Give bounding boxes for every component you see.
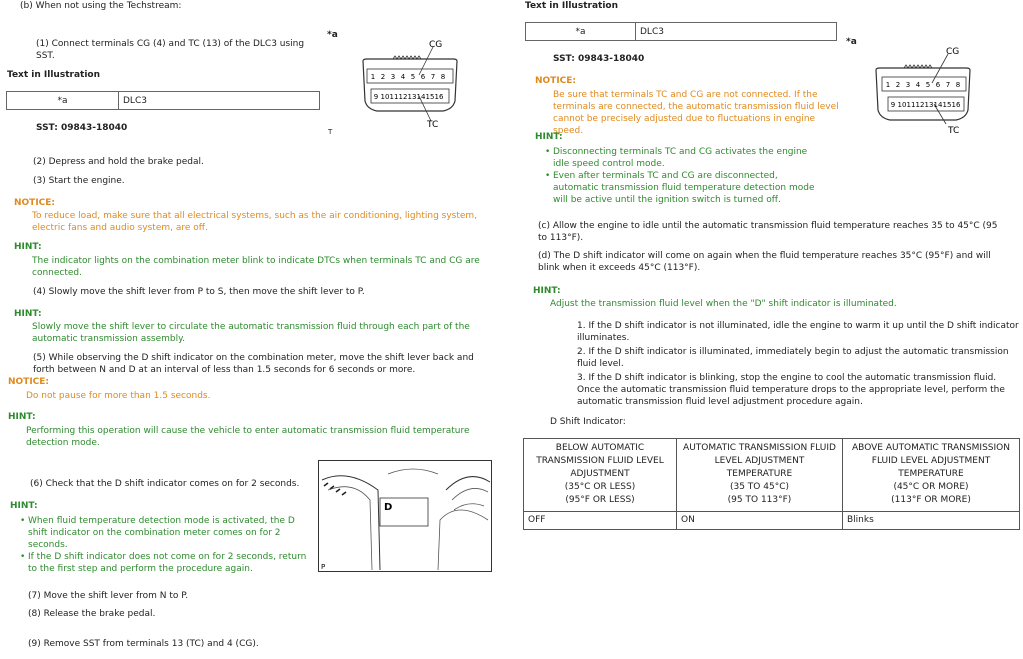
step-6: (6) Check that the D shift indicator comes on for 2 seconds. <box>30 479 300 489</box>
p-mark: P <box>321 563 326 571</box>
hint-text-right-2: Adjust the transmission fluid level when the "D" shift indicator is illuminated. <box>550 299 897 309</box>
hint-label-right-1: HINT: <box>535 132 563 142</box>
step-d: (d) The D shift indicator will come on again when the fluid temperature reaches 35°C (95°F) and will blink when it exceeds 45°C (113°F). <box>538 251 991 273</box>
step-5: (5) While observing the D shift indicator on the combination meter, move the shift lever back and forth between N and D at an interval of less than 1.5 seconds for 6 seconds or more. <box>33 353 474 375</box>
notice-label-2: NOTICE: <box>8 377 50 387</box>
pin-14: 14 <box>933 101 943 109</box>
pin-14: 14 <box>416 93 426 101</box>
pin-7: 7 <box>430 73 436 81</box>
pin-5: 5 <box>925 81 931 89</box>
step-9: (9) Remove SST from terminals 13 (TC) and 4 (CG). <box>28 639 259 649</box>
pin-2: 2 <box>380 73 386 81</box>
adjustment-item-3: 3. If the D shift indicator is blinking, stop the engine to cool the automatic transmission fluid. Once the automatic transmission fluid temperature drops to the appropriate level, perform the automatic transmission fluid level adjustment procedure again. <box>577 373 1005 407</box>
sst-number-right: SST: 09843-18040 <box>553 54 645 64</box>
dlc3-connector-diagram-right <box>872 40 982 135</box>
header-within: AUTOMATIC TRANSMISSION FLUID LEVEL ADJUSTMENT TEMPERATURE (35 TO 45°C) (95 TO 113°F) <box>677 439 843 512</box>
illustration-key: *a <box>7 92 119 110</box>
pin-8: 8 <box>955 81 961 89</box>
pin-5: 5 <box>410 73 416 81</box>
pin-6: 6 <box>935 81 941 89</box>
illustration-table-right <box>525 22 837 41</box>
step-3: (3) Start the engine. <box>33 176 125 186</box>
step-2: (2) Depress and hold the brake pedal. <box>33 157 204 167</box>
tc-label-right: TC <box>948 126 960 135</box>
pin-2: 2 <box>895 81 901 89</box>
d-shift-indicator-table <box>523 438 1020 530</box>
illustration-heading-left: Text in Illustration <box>7 70 100 80</box>
header-above: ABOVE AUTOMATIC TRANSMISSION FLUID LEVEL ADJUSTMENT TEMPERATURE (45°C OR MORE) (113°F OR MORE) <box>843 439 1020 512</box>
illustration-table-left <box>6 91 320 110</box>
pin-6: 6 <box>420 73 426 81</box>
hint-text-3: Performing this operation will cause the vehicle to enter automatic transmission fluid temperature detection mode. <box>26 426 470 448</box>
pin-9: 9 <box>373 93 379 101</box>
hint-4-bullet-1: • When fluid temperature detection mode is activated, the D shift indicator on the combination meter comes on for 2 seconds. <box>20 515 315 551</box>
pin-10: 10 <box>380 93 390 101</box>
d-shift-indicator-label: D Shift Indicator: <box>550 417 626 427</box>
pin-4: 4 <box>915 81 921 89</box>
pin-9: 9 <box>890 101 896 109</box>
combination-meter-illustration <box>318 460 493 573</box>
hint-label-3: HINT: <box>8 412 36 422</box>
hint-text-1: The indicator lights on the combination meter blink to indicate DTCs when terminals TC and CG are connected. <box>32 256 480 278</box>
pin-15: 15 <box>425 93 435 101</box>
hint-right-bullet-1: • Disconnecting terminals TC and CG activates the engine idle speed control mode. <box>545 146 825 170</box>
pin-1: 1 <box>370 73 376 81</box>
notice-text-1: To reduce load, make sure that all electrical systems, such as the air conditioning, lighting system, electric fans and audio system, are off. <box>32 211 478 233</box>
step-b: (b) When not using the Techstream: <box>20 1 182 11</box>
pin-12: 12 <box>915 101 925 109</box>
hint-4-bullet-2: • If the D shift indicator does not come on for 2 seconds, return to the first step and perform the procedure again. <box>20 551 315 575</box>
pin-3: 3 <box>905 81 911 89</box>
pin-4: 4 <box>400 73 406 81</box>
notice-text-2: Do not pause for more than 1.5 seconds. <box>26 391 211 401</box>
hint-text-2: Slowly move the shift lever to circulate the automatic transmission fluid through each part of the automatic transmission assembly. <box>32 322 470 344</box>
illustration-key-right: *a <box>526 23 636 41</box>
adjustment-list <box>577 320 1019 410</box>
hint-label-1: HINT: <box>14 242 42 252</box>
step-4: (4) Slowly move the shift lever from P to S, then move the shift lever to P. <box>33 287 365 297</box>
pin-7: 7 <box>945 81 951 89</box>
adjustment-item-2: 2. If the D shift indicator is illuminated, immediately begin to adjust the automatic transmission fluid level. <box>577 347 1009 369</box>
illustration-value-right: DLC3 <box>636 23 837 41</box>
pin-13: 13 <box>407 93 417 101</box>
pin-16: 16 <box>951 101 961 109</box>
pin-11: 11 <box>906 101 916 109</box>
hint-label-4: HINT: <box>10 501 38 511</box>
hint-list-4 <box>20 515 315 575</box>
value-blinks: Blinks <box>843 512 1020 530</box>
hint-label-right-2: HINT: <box>533 286 561 296</box>
step-1: (1) Connect terminals CG (4) and TC (13) of the DLC3 using SST. <box>36 39 305 61</box>
step-7: (7) Move the shift lever from N to P. <box>28 591 189 601</box>
value-off: OFF <box>524 512 677 530</box>
pin-8: 8 <box>440 73 446 81</box>
adjustment-item-1: 1. If the D shift indicator is not illuminated, idle the engine to warm it up until the D shift indicator illuminates. <box>577 321 1019 343</box>
step-c: (c) Allow the engine to idle until the automatic transmission fluid temperature reaches 35 to 45°C (95 to 113°F). <box>538 221 998 243</box>
value-on: ON <box>677 512 843 530</box>
hint-list-right-1 <box>545 146 825 206</box>
illustration-heading-right: Text in Illustration <box>525 1 618 11</box>
step-8: (8) Release the brake pedal. <box>28 609 156 619</box>
cg-label-left: CG <box>429 40 443 50</box>
pin-15: 15 <box>942 101 952 109</box>
notice-label-1: NOTICE: <box>14 198 56 208</box>
hint-label-2: HINT: <box>14 309 42 319</box>
sst-number-left: SST: 09843-18040 <box>36 123 128 133</box>
notice-text-right: Be sure that terminals TC and CG are not connected. If the terminals are connected, the automatic transmission fluid level cannot be precisely adjusted due to fluctuations in engine speed. <box>553 90 839 136</box>
pin-1: 1 <box>885 81 891 89</box>
illustration-value: DLC3 <box>119 92 320 110</box>
dlc3-connector-diagram-left <box>355 33 465 128</box>
cg-label-right: CG <box>946 47 960 57</box>
pin-12: 12 <box>398 93 408 101</box>
pin-11: 11 <box>389 93 399 101</box>
pin-10: 10 <box>897 101 907 109</box>
star-a-label-left: *a <box>327 30 338 40</box>
notice-label-right: NOTICE: <box>535 76 577 86</box>
star-a-label-right: *a <box>846 37 857 47</box>
pin-3: 3 <box>390 73 396 81</box>
pin-13: 13 <box>924 101 934 109</box>
t-mark: T <box>328 128 333 136</box>
header-below: BELOW AUTOMATIC TRANSMISSION FLUID LEVEL ADJUSTMENT (35°C OR LESS) (95°F OR LESS) <box>524 439 677 512</box>
svg-text:D: D <box>384 502 393 513</box>
tc-label-left: TC <box>427 120 439 128</box>
pin-16: 16 <box>434 93 444 101</box>
hint-right-bullet-2: • Even after terminals TC and CG are disconnected, automatic transmission fluid temperature detection mode will be active until the ignition switch is turned off. <box>545 170 825 206</box>
